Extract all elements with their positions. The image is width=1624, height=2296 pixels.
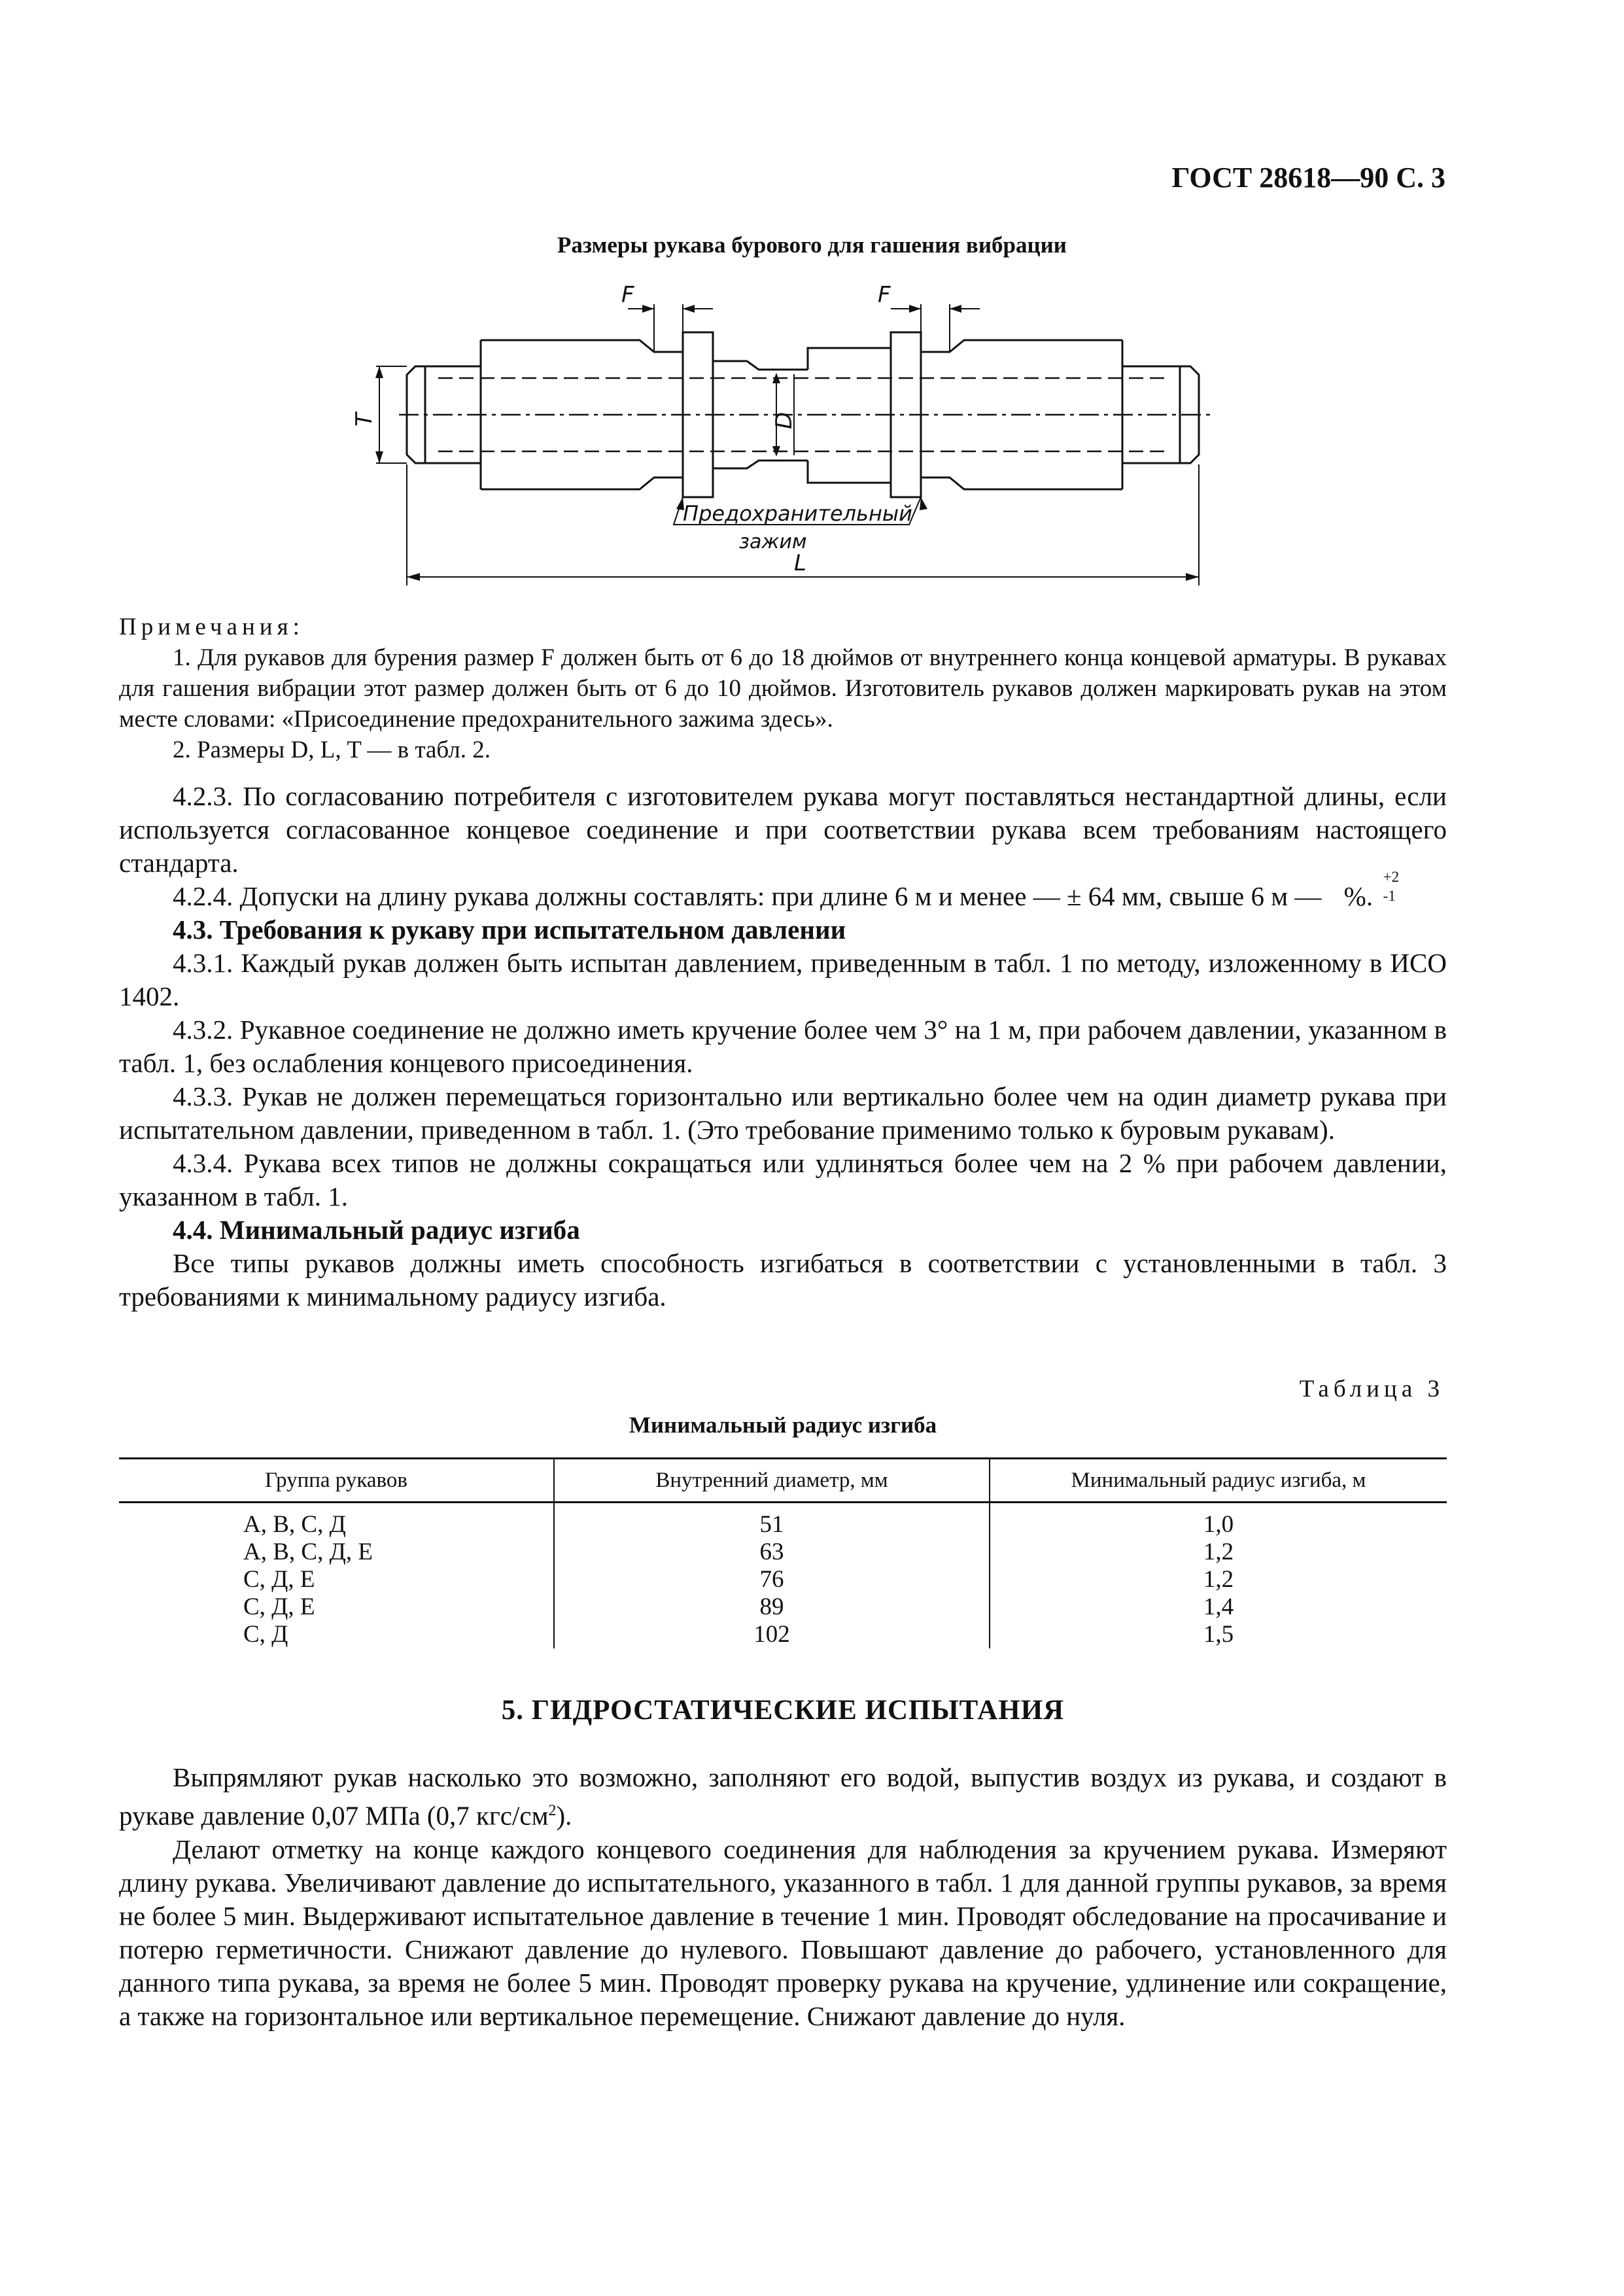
label-f-right: F — [878, 282, 891, 308]
heading-4-3: 4.3. Требования к рукаву при испытательном давлении — [173, 914, 846, 945]
figure-title: Размеры рукава бурового для гашения вибрации — [557, 232, 1067, 258]
clause-4-2-3: 4.2.3. По согласованию потребителя с изготовителем рукава могут поставляться нестандартной длины, если используется согласованное концевое соединение и при соответствии рукава всем требованиям настоящего стандарта. — [119, 781, 1447, 878]
table-cell: А, В, С, Д — [243, 1511, 346, 1538]
table-row — [119, 1503, 1447, 1539]
table-cell: 51 — [554, 1503, 990, 1539]
table-cell: 102 — [554, 1621, 990, 1648]
section-5-body — [119, 1761, 1447, 2033]
label-d: D — [771, 411, 797, 429]
column-header: Минимальный радиус изгиба, м — [990, 1459, 1447, 1503]
table-row — [119, 1539, 1447, 1566]
clauses-4-2-4-4 — [119, 780, 1447, 1313]
min-bend-radius-table — [119, 1457, 1447, 1648]
table-cell: С, Д, Е — [243, 1593, 315, 1620]
clause-4-3-3: 4.3.3. Рукав не должен перемещаться горизонтально или вертикально более чем на один диаметр рукава при испытательном давлении, приведенном в табл. 1. (Это требование применимо только к буровым рукавам). — [119, 1081, 1447, 1145]
column-header: Группа рукавов — [119, 1459, 554, 1503]
hose-dimension-figure — [351, 275, 1275, 602]
table-cell: А, В, С, Д, Е — [243, 1539, 373, 1565]
heading-4-4: 4.4. Минимальный радиус изгиба — [173, 1215, 580, 1245]
label-clamp-line1: Предохранительный — [683, 501, 912, 526]
left-fitting-body — [481, 340, 683, 352]
table-cell: 1,0 — [990, 1503, 1447, 1539]
page-header: ГОСТ 28618—90 С. 3 — [1171, 162, 1445, 194]
label-clamp-line2: зажим — [739, 531, 807, 553]
table-cell: 1,5 — [990, 1621, 1447, 1648]
clause-4-3-2: 4.3.2. Рукавное соединение не должно иметь кручение более чем 3° на 1 м, при рабочем давлении, указанном в табл. 1, без ослабления концевого присоединения. — [119, 1015, 1447, 1078]
table-cell: 1,4 — [990, 1593, 1447, 1621]
table-cell: 1,2 — [990, 1539, 1447, 1566]
note-item: 2. Размеры D, L, T — в табл. 2. — [173, 737, 491, 763]
tolerance-superscript: +2 -1 — [1383, 869, 1400, 904]
clause-4-3-4: 4.3.4. Рукава всех типов не должны сокращаться или удлиняться более чем на 2 % при рабочем давлении, указанном в табл. 1. — [119, 1148, 1447, 1211]
table-cell: 63 — [554, 1539, 990, 1566]
table-cell: С, Д, Е — [243, 1566, 315, 1593]
section-5-paragraph-1: Выпрямляют рукав насколько это возможно, заполняют его водой, выпустив воздух из рукава, и создают в рукаве давление 0,07 МПа (0,7 кгс/$см^2$). — [119, 1762, 1447, 1831]
column-header: Внутренний диаметр, мм — [554, 1459, 990, 1503]
table-row — [119, 1593, 1447, 1621]
table-cell: С, Д — [243, 1621, 288, 1648]
table-caption: Таблица 3 — [1299, 1376, 1444, 1402]
label-f-left: F — [621, 282, 634, 308]
clause-4-4: Все типы рукавов должны иметь способность изгибаться в соответствии с установленными в табл. 3 требованиями к минимальному радиусу изгиба. — [119, 1248, 1447, 1312]
table-cell: 1,2 — [990, 1566, 1447, 1593]
clause-4-2-4: 4.2.4. Допуски на длину рукава должны составлять: при длине 6 м и менее — ± 64 мм, свыше 6 м — +2 -1 %. — [173, 869, 1400, 911]
table-cell: 89 — [554, 1593, 990, 1621]
right-fitting-body — [921, 340, 1122, 352]
table-header-row — [119, 1459, 1447, 1503]
section-5-title: 5. ГИДРОСТАТИЧЕСКИЕ ИСПЫТАНИЯ — [501, 1695, 1065, 1726]
label-l: L — [794, 550, 806, 576]
table-row — [119, 1621, 1447, 1648]
figure-notes — [119, 612, 1447, 765]
section-5-paragraph-2: Делают отметку на конце каждого концевого соединения для наблюдения за кручением рукава. Измеряют длину рукава. Увеличивают давление до испытательного, указанного в табл. 1 для данной группы рукавов, за время не более 5 мин. Выдерживают испытательное давление в течение 1 мин. Проводят обследование на просачивание и потерю герметичности. Снижают давление до нулевого. Повышают давление до рабочего, установленного для данного типа рукава, за время не более 5 мин. Проводят проверку рукава на кручение, удлинение или сокращение, а также на горизонтальное или вертикальное перемещение. Снижают давление до нуля. — [119, 1834, 1447, 2031]
clause-4-3-1: 4.3.1. Каждый рукав должен быть испытан давлением, приведенным в табл. 1 по методу, изложенному в ИСО 1402. — [119, 948, 1447, 1011]
table-cell: 76 — [554, 1566, 990, 1593]
note-item: 1. Для рукавов для бурения размер F должен быть от 6 до 18 дюймов от внутреннего конца концевой арматуры. В рукавах для гашения вибрации этот размер должен быть от 6 до 10 дюймов. Изготовитель рукавов должен маркировать рукав на этом месте словами: «Присоединение предохранительного зажима здесь». — [119, 644, 1447, 733]
notes-title: Примечания: — [119, 614, 304, 640]
table-title: Минимальный радиус изгиба — [629, 1412, 937, 1438]
label-t: T — [351, 413, 377, 426]
table-row — [119, 1566, 1447, 1593]
